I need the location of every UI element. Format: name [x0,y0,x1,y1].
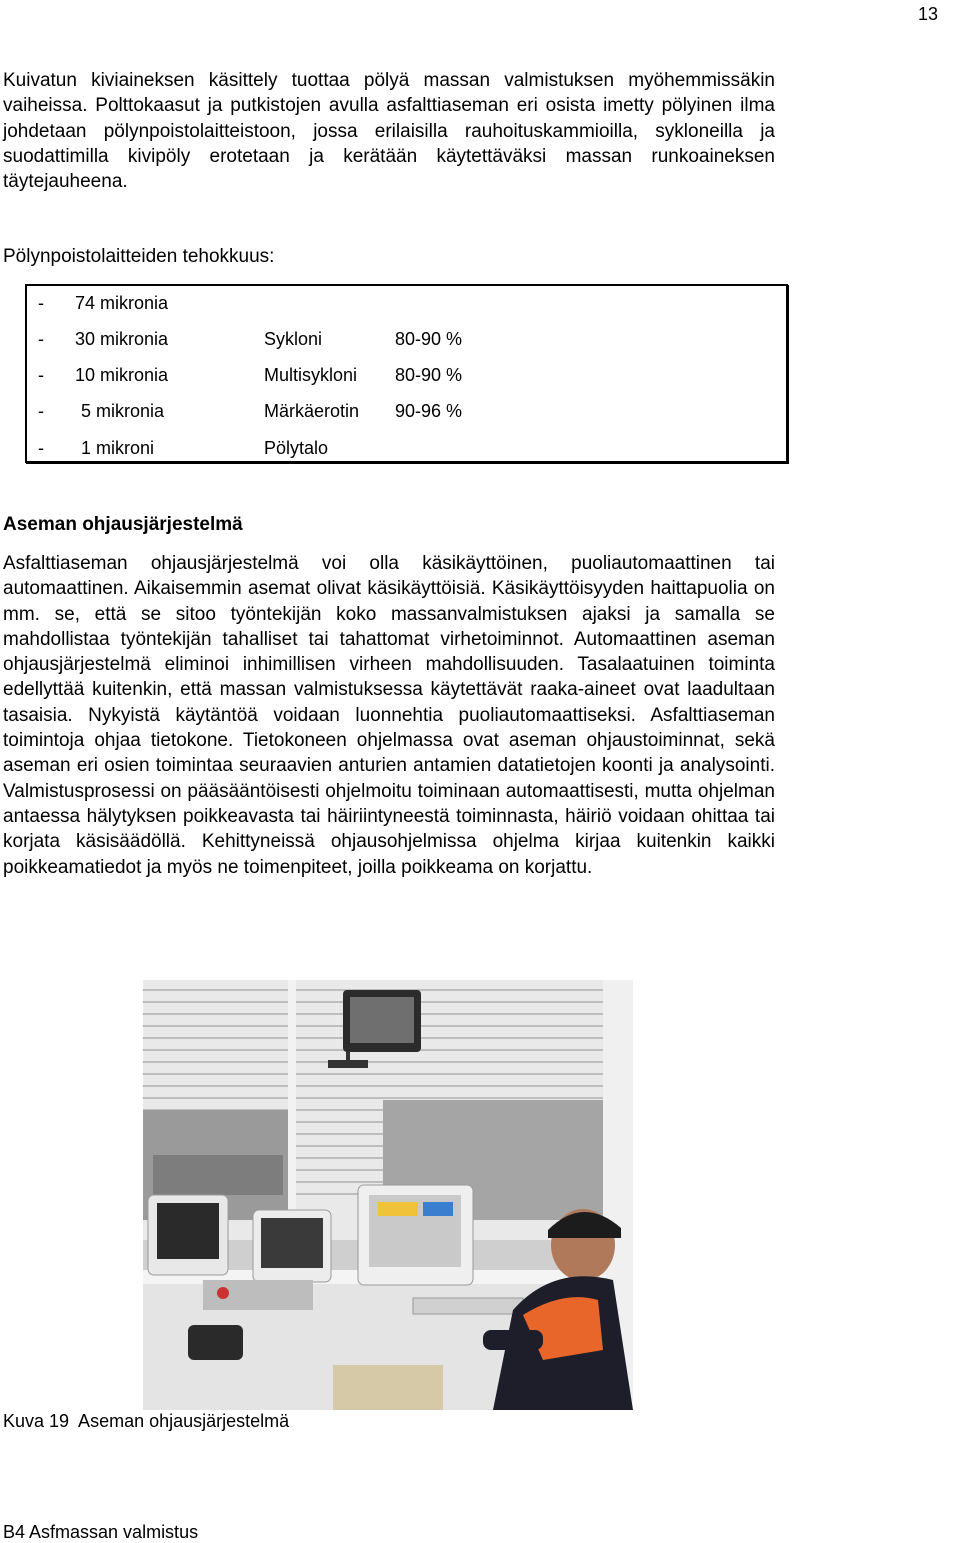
efficiency-row [27,288,786,318]
efficiency-value: 90-96 % [395,401,463,421]
efficiency-row [27,360,786,390]
page-number: 13 [917,4,938,24]
efficiency-table [25,284,788,463]
device-name: Sykloni [264,329,323,349]
efficiency-row [27,396,786,426]
efficiency-row [27,324,786,354]
row-dash: - [38,293,44,313]
row-dash: - [38,401,44,421]
control-room-photo [143,980,633,1410]
intro-paragraph: Kuivatun kiviaineksen käsittely tuottaa pölyä massan valmistuksen myöhemmissäkin vaiheissa. Polttokaasut ja putkistojen avulla asfalttiaseman eri osista imetty pölyinen ilma johdetaan pölynpoistolaitteistoon, jossa erilaisilla rauhoituskammioilla, sykloneilla ja suodattimilla kivipöly erotetaan ja kerätään käytettäväksi massan runkoaineksen täytejauheena. [3,70,775,193]
section-heading: Aseman ohjausjärjestelmä [3,514,243,535]
row-dash: - [38,329,44,349]
efficiency-row [27,433,786,463]
efficiency-value: 80-90 % [395,365,463,385]
device-name: Märkäerotin [264,401,360,421]
particle-size: 1 mikroni [81,438,155,458]
row-dash: - [38,365,44,385]
particle-size: 5 mikronia [81,401,165,421]
device-name: Pölytalo [264,438,329,458]
figure-caption: Kuva 19 Aseman ohjausjärjestelmä [3,1411,290,1431]
particle-size: 74 mikronia [75,293,169,313]
device-name: Multisykloni [264,365,358,385]
particle-size: 10 mikronia [75,365,169,385]
particle-size: 30 mikronia [75,329,169,349]
row-dash: - [38,438,44,458]
section-paragraph: Asfalttiaseman ohjausjärjestelmä voi olla käsikäyttöinen, puoliautomaattinen tai automaattinen. Aikaisemmin asemat olivat käsikäyttöisiä. Käsikäyttöisyyden haittapuolia on mm. se, että se sitoo työntekijän koko massanvalmistuksen ajaksi ja samalla se mahdollistaa työntekijän tahalliset tai tahattomat virhetoiminnot. Automaattinen aseman ohjausjärjestelmä eliminoi inhimillisen virheen mahdollisuuden. Tasalaatuinen toiminta edellyttää kuitenkin, että massan valmistuksessa käytettävät raaka-aineet ovat laadultaan tasaisia. Nykyistä käytäntöä voidaan luonnehtia puoliautomaattiseksi. Asfalttiaseman toimintoja ohjaa tietokone. Tietokoneen ohjelmassa ovat aseman ohjaustoiminnat, sekä aseman eri osien toimintaa seuraavien anturien antamien datatietojen koonti ja analysointi. Valmistusprosessi on pääsääntöisesti ohjelmoitu toiminaan automaattisesti, mutta ohjelman antaessa hälytyksen poikkeavasta tai häiriintyneestä toiminnasta, häiriö voidaan ohittaa tai korjata käsisäädöllä. Kehittyneissä ohjausohjelmissa ohjelma kirjaa kuitenkin kaikki poikkeamatiedot ja myös ne toimenpiteet, joilla poikkeama on korjattu. [3,553,775,878]
page-footer: B4 Asfmassan valmistus [3,1522,199,1542]
efficiency-value: 80-90 % [395,329,463,349]
efficiency-title: Pölynpoistolaitteiden tehokkuus: [3,246,275,267]
